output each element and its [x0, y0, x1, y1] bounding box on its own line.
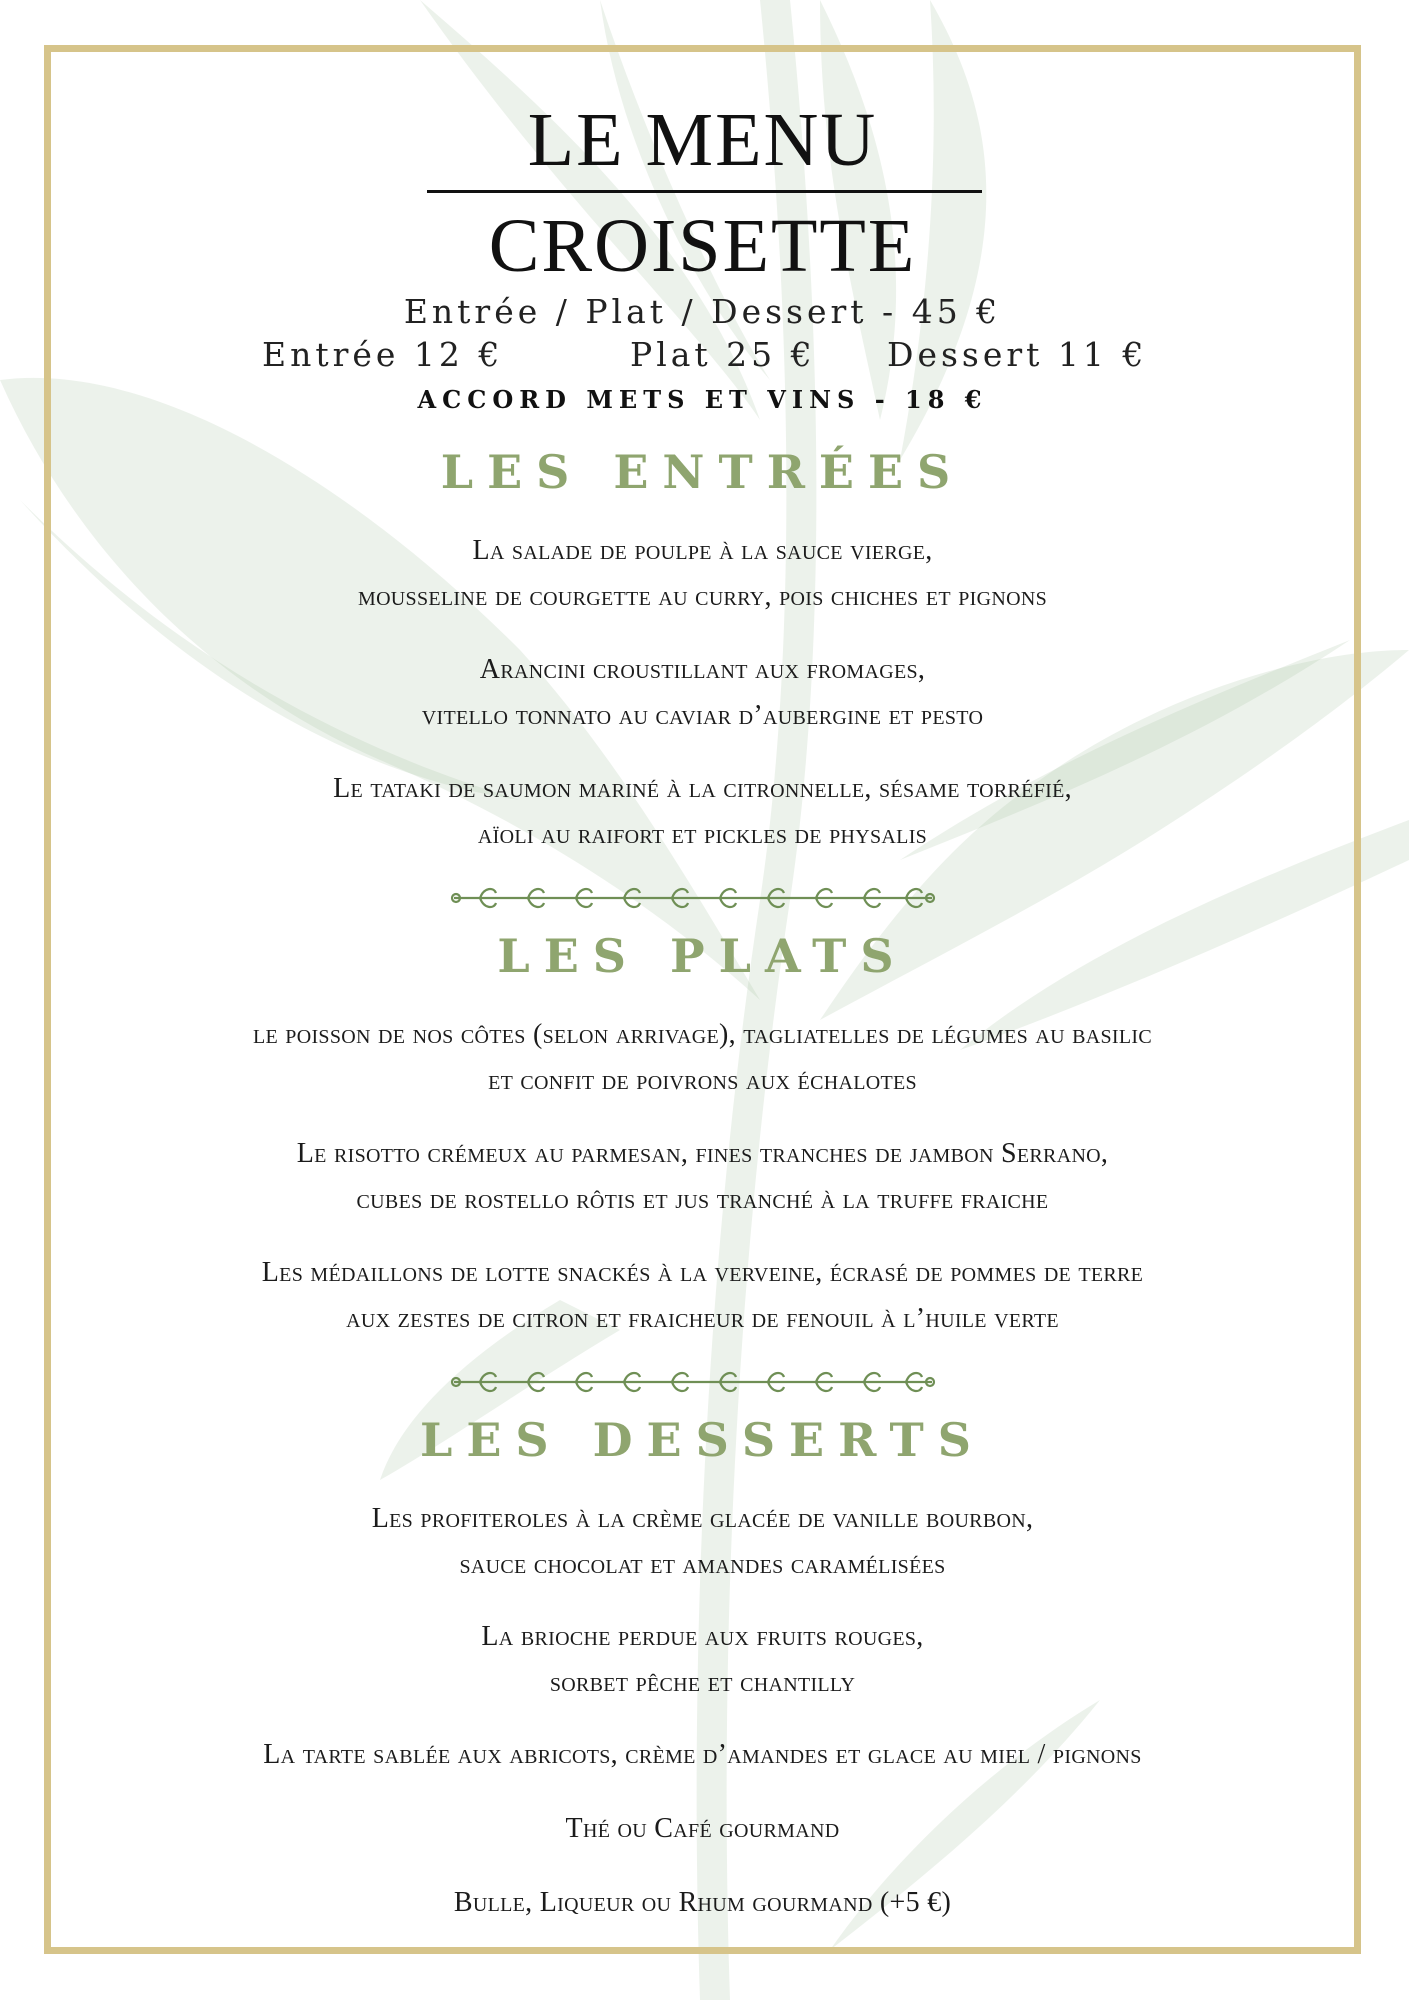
course-prices [44, 335, 1361, 380]
entree-price: Entrée 12 € [262, 335, 504, 374]
dish-dessert-2 [44, 1614, 1361, 1706]
dish-dessert-4 [44, 1806, 1361, 1852]
dish-line: sauce chocolat et amandes caramélisées [459, 1549, 946, 1580]
dish-line: Les profiteroles à la crème glacée de vanille bourbon, [371, 1503, 1034, 1534]
menu-title: LE MENU [527, 98, 878, 182]
dish-line: sorbet pêche et chantilly [549, 1667, 856, 1698]
dish-dessert-5 [44, 1880, 1361, 1926]
plat-price: Plat 25 € [630, 335, 816, 374]
dish-line: aïoli au raifort et pickles de physalis [477, 819, 928, 850]
dish-line: Le risotto crémeux au parmesan, fines tranches de jambon Serrano, [296, 1138, 1109, 1169]
dish-line: La tarte sablée aux abricots, crème d’amandes et glace au miel / pignons [263, 1739, 1142, 1770]
dish-plat-2 [44, 1131, 1361, 1223]
dish-line: aux zestes de citron et fraicheur de fenouil à l’huile verte [346, 1303, 1059, 1334]
dish-line: et confit de poivrons aux échalotes [488, 1065, 917, 1096]
menu-content [44, 45, 1361, 1954]
dish-line: Le tataki de saumon mariné à la citronnelle, sésame torréfié, [333, 773, 1072, 804]
title-divider-line [427, 190, 982, 193]
vine-divider-icon [450, 881, 936, 915]
section-title-plats: LES PLATS [497, 929, 908, 983]
dessert-price: Dessert 11 € [887, 335, 1148, 374]
dish-line: Bulle, Liqueur ou Rhum gourmand (+5 €) [453, 1887, 952, 1918]
dish-line: La salade de poulpe à la sauce vierge, [472, 535, 933, 566]
dish-line: vitello tonnato au caviar d’aubergine et pesto [421, 700, 984, 731]
section-title-entrees: LES ENTRÉES [440, 445, 965, 499]
menu-subtitle: CROISETTE [488, 204, 917, 288]
dish-entree-2 [44, 647, 1361, 739]
section-title-desserts: LES DESSERTS [420, 1413, 985, 1467]
dish-line: le poisson de nos côtes (selon arrivage), tagliatelles de légumes au basilic [252, 1019, 1153, 1050]
dish-entree-1 [44, 528, 1361, 620]
combo-price: Entrée / Plat / Dessert - 45 € [403, 292, 1002, 331]
dish-line: Les médaillons de lotte snackés à la verveine, écrasé de pommes de terre [261, 1257, 1144, 1288]
dish-plat-3 [44, 1250, 1361, 1342]
dish-line: La brioche perdue aux fruits rouges, [481, 1621, 924, 1652]
dish-line: Arancini croustillant aux fromages, [479, 654, 926, 685]
dish-line: mousseline de courgette au curry, pois chiches et pignons [357, 581, 1048, 612]
dish-entree-3 [44, 766, 1361, 858]
dish-plat-1 [44, 1012, 1361, 1104]
dish-line: Thé ou Café gourmand [565, 1813, 840, 1844]
dish-dessert-3 [44, 1732, 1361, 1778]
vine-divider-icon [450, 1365, 936, 1399]
wine-pairing-price: ACCORD METS ET VINS - 18 € [417, 385, 988, 414]
dish-line: cubes de rostello rôtis et jus tranché à la truffe fraiche [356, 1184, 1049, 1215]
dish-dessert-1 [44, 1496, 1361, 1588]
